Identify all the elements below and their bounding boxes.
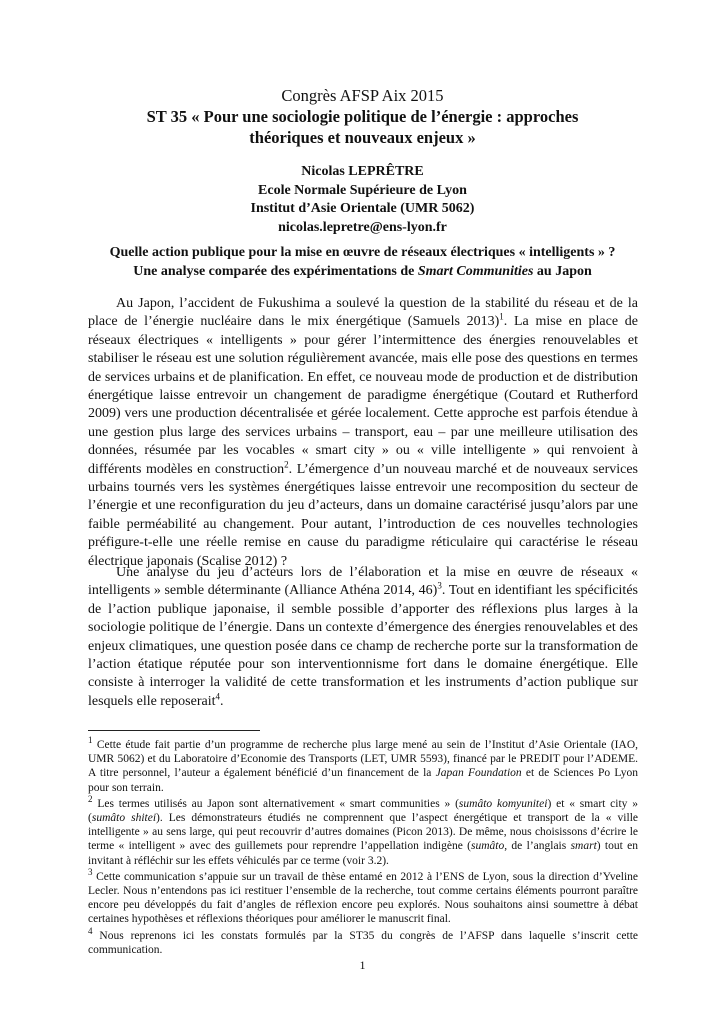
footnote-2-italic-3: sumâto [470,840,505,853]
footnote-2-italic-2: sumâto shitei [91,812,157,825]
paper-title-line-2-prefix: Une analyse comparée des expérimentations de [133,263,418,279]
footnote-1 [88,735,638,795]
footnote-2-text-e: ) tout en invitant à réfléchir sur les effets véhiculés par ce terme (voir 3.2). [88,840,639,867]
footnote-4-number: 4 [88,925,93,936]
footnote-2-text-d: , de l’anglais [504,840,571,853]
footnote-ref-1: 1 [499,311,504,322]
footnote-3-text: Cette communication s’appuie sur un travail de thèse entamé en 2012 à l’ENS de Lyon, sous la direction d’Yveline Lecler. Nous n’entendons pas ici restituer l’ensemble de la recherche, tout comme certains éléments pourront paraître encore peu développés du fait d’angles de réflexion encore peu explorés. Nous souhaitons ainsi soumettre à débat certaines hypothèses et réflexions théoriques pour améliorer le manuscrit final. [88,870,638,926]
footnote-2-italic-1: sumâto komyunitei [458,797,548,810]
footnote-ref-3: 3 [437,580,442,591]
paper-title-line-2 [60,263,665,282]
body-paragraph-1 [88,295,638,571]
footnotes [88,735,639,959]
paragraph-2-text-a: Une analyse du jeu d’acteurs lors de l’élaboration et la mise en œuvre de réseaux « intelligents » semble déterminante (Alliance Athéna 2014, 46) [88,565,638,599]
footnote-2-text-c: ). Les démonstrateurs étudiés ne comprennent que l’aspect énergétique et transport de la « ville intelligente » au sens large, qui peut recouvrir d’autres domaines (Picon 2013). De même, nous choisissons d’écrire le terme « intelligent » avec des guillemets pour reprendre l’appellation indigène ( [88,812,638,853]
footnote-ref-2: 2 [284,459,289,469]
paragraph-1-text-a: Au Japon, l’accident de Fukushima a soulevé la question de la stabilité du réseau et de la place de l’énergie nucléaire dans le mix énergétique (Samuels 2013) [88,296,638,330]
conference-name: Congrès AFSP Aix 2015 [281,86,444,105]
footnote-2-text-a: Les termes utilisés au Japon sont alternativement « smart communities » ( [92,797,459,810]
footnote-2-text-b: ) et « smart city » ( [88,797,638,825]
session-title [110,106,615,148]
footnote-3 [88,867,638,927]
paper-title [60,244,665,281]
author-institute: Institut d’Asie Orientale (UMR 5062) [250,201,475,216]
paper-title-line-2-suffix: au Japon [533,263,592,279]
paragraph-2-text-c: . [220,693,224,709]
footnote-2-italic-4: smart [570,840,597,853]
footnote-3-number: 3 [88,867,93,877]
footnote-4 [88,925,638,957]
paragraph-1-text-b: . La mise en place de réseaux électriques « intelligents » pour gérer l’intermittence des énergies renouvelables et stabiliser le réseau est une solution régulièrement avancée, mais elle pose des questions en termes de services urbains et de planification. En effet, ce nouveau mode de production et de distribution énergétique laisse entrevoir un changement de paradigme énergétique (Coutard et Rutherford 2009) vers une production décentralisée et gérée localement. Cette approche est parfois étendue à une gestion plus large des services urbains – transport, eau – par une meilleure utilisation des données, résumée par les vocables « smart city » ou « ville intelligente » qui renvoient à différents modèles en construction [88,314,638,477]
author-name: Nicolas LEPRÊTRE [301,164,424,179]
footnote-4-text: Nous reprenons ici les constats formulés par la ST35 du congrès de l’AFSP dans laquelle s’inscrit cette communication. [88,929,638,956]
paragraph-1-text-c: . L’émergence d’un nouveau marché et de nouveaux services urbains tournés vers les systèmes énergétiques laisse entrevoir une recomposition du secteur de l’énergie et une reconfiguration du jeu d’acteurs, dans un domaine caractérisé jusqu’alors par une faible perméabilité au changement. Pour autant, l’introduction de ces nouvelles technologies préfigure-t-elle une réelle remise en cause du paradigme réticulaire qui caractérise le réseau électrique japonais (Scalise 2012) ? [88,461,638,569]
footnote-1-text-a: Cette étude fait partie d’un programme de recherche plus large mené au sein de l’Institut d’Asie Orientale (IAO, UMR 5062) et du Laboratoire d’Economie des Transports (LET, UMR 5593), financé par le PREDIT pour l’ADEME. A titre personnel, l’auteur a également bénéficié d’un financement de la [88,739,638,780]
session-title-line-1: ST 35 « Pour une sociologie politique de l’énergie : approches [146,107,579,126]
footnote-separator [88,730,260,731]
footnote-1-number: 1 [88,735,93,746]
footnote-1-italic: Japan Foundation [435,767,522,780]
paper-title-line-2-italic: Smart Communities [417,263,534,279]
paper-title-line-1: Quelle action publique pour la mise en œuvre de réseaux électriques « intelligents » ? [109,245,616,260]
author-block [0,163,725,237]
footnote-1-text-b: et de Sciences Po Lyon pour son terrain. [88,767,638,794]
footnote-2-number: 2 [88,793,93,804]
body-paragraph-2 [88,564,638,711]
session-title-line-2: théoriques et nouveaux enjeux » [249,128,476,147]
page-number: 1 [359,958,366,972]
author-school: Ecole Normale Supérieure de Lyon [258,182,467,198]
author-email: nicolas.lepretre@ens-lyon.fr [278,219,447,235]
footnote-2 [88,793,639,868]
paragraph-2-text-b: . Tout en identifiant les spécificités de l’action publique japonaise, il semble possible d’apporter des réflexions plus larges à la sociologie politique de l’énergie. Dans un contexte d’émergence des énergies renouvelables et des enjeux climatiques, une question posée dans ce champ de recherche porte sur la transformation de l’action étatique réputée pour son interventionnisme fort dans le domaine énergétique. Elle consiste à interroger la validité de cette transformation et les instruments d’action publique sur lesquels elle reposerait [88,583,638,709]
footnote-ref-4: 4 [215,691,221,702]
